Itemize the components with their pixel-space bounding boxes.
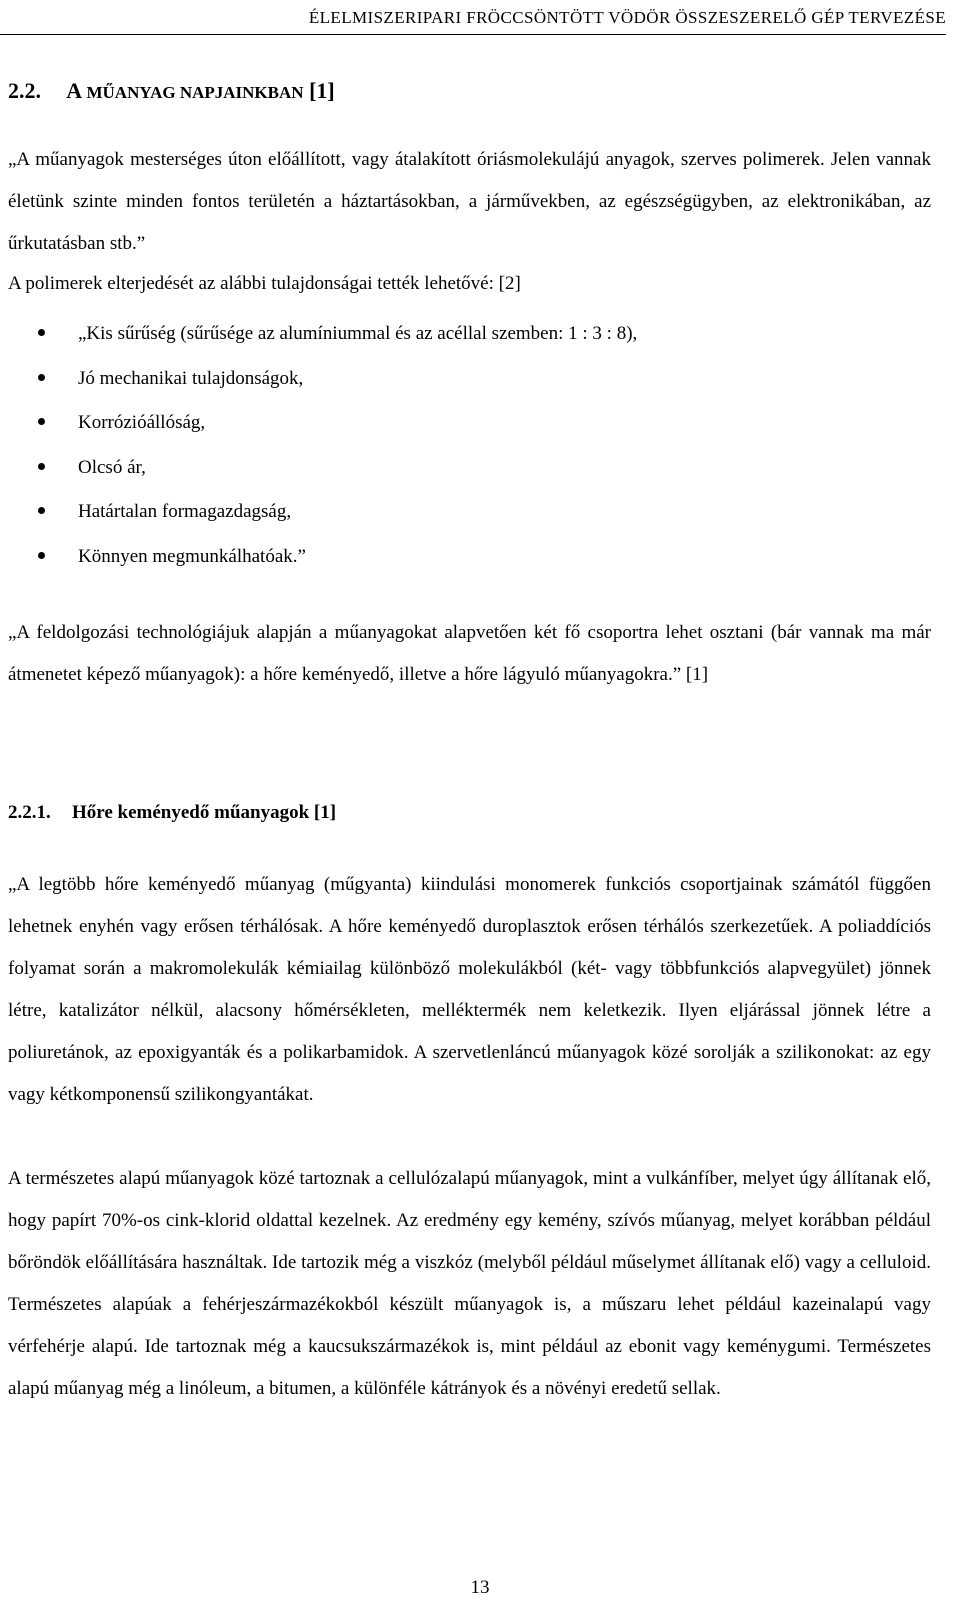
- subsection-heading: [8, 798, 336, 828]
- bullet-icon: [38, 329, 45, 336]
- section-citation: [1]: [309, 78, 335, 103]
- thermoset-paragraph: „A legtöbb hőre keményedő műanyag (műgyanta) kiindulási monomerek funkciós csoportjainak számától függően lehetnek enyhén vagy erősen térhálósak. A hőre keményedő duroplasztok erősen térhálós szerkezetűek. A poliaddíciós folyamat során a makromolekulák kémiailag különböző molekulákból (két- vagy többfunkciós alapvegyület) jönnek létre, katalizátor nélkül, alacsony hőmérsékleten, melléktermék nem keletkezik. Ilyen eljárással jönnek létre a poliuretánok, az epoxigyanták és a polikarbamidok. A szervetlenláncú műanyagok közé sorolják a szilikonokat: az egy vagy kétkomponensű szilikongyantákat.: [8, 874, 931, 1105]
- header-divider: [0, 34, 946, 35]
- section-title-initial: A: [66, 78, 81, 103]
- section-number: 2.2.: [8, 78, 41, 103]
- list-item: Olcsó ár,: [8, 446, 931, 491]
- list-item: „Kis sűrűség (sűrűsége az alumíniummal és az acéllal szemben: 1 : 3 : 8),: [8, 312, 931, 357]
- list-item: Jó mechanikai tulajdonságok,: [8, 357, 931, 402]
- processing-paragraph: „A feldolgozási technológiájuk alapján a műanyagokat alapvetően két fő csoportra lehet osztani (bár vannak ma már átmenetet képező műanyagok): a hőre keményedő, illetve a hőre lágyuló műanyagokra.” [1]: [8, 622, 931, 685]
- bullet-icon: [38, 418, 45, 425]
- running-header: ÉLELMISZERIPARI FRÖCCSÖNTÖTT VÖDÖR ÖSSZESZERELŐ GÉP TERVEZÉSE: [308, 8, 946, 27]
- natural-plastics-paragraph: A természetes alapú műanyagok közé tartoznak a cellulózalapú műanyagok, mint a vulkánfíber, melyet úgy állítanak elő, hogy papírt 70%-os cink-klorid oldattal kezelnek. Az eredmény egy kemény, szívós műanyag, melyet korábban például bőröndök előállítására használtak. Ide tartozik még a viszkóz (melyből például műselymet állítanak elő) vagy a celluloid. Természetes alapúak a fehérjeszármazékokból készült műanyagok is, a műszaru lehet például kazeinalapú vagy vérfehérje alapú. Ide tartoznak még a kaucsukszármazékok is, mint például az ebonit vagy keménygumi. Természetes alapú műanyag még a linóleum, a bitumen, a különféle kátrányok és a növényi eredetű sellak.: [8, 1168, 931, 1399]
- list-item: Határtalan formagazdagság,: [8, 490, 931, 535]
- section-title-rest: MŰANYAG NAPJAINKBAN: [86, 83, 304, 102]
- list-item: Korrózióállóság,: [8, 401, 931, 446]
- subsection-title: Hőre keményedő műanyagok [1]: [72, 802, 337, 823]
- section-heading: [8, 76, 335, 108]
- bullet-icon: [38, 374, 45, 381]
- subsection-number: 2.2.1.: [8, 802, 51, 823]
- list-item: Könnyen megmunkálhatóak.”: [8, 535, 931, 580]
- page-number: 13: [470, 1577, 490, 1598]
- intro-quote-paragraph: „A műanyagok mesterséges úton előállított, vagy átalakított óriásmolekulájú anyagok, szerves polimerek. Jelen vannak életünk szinte minden fontos területén a háztartásokban, a járművekben, az egészségügyben, az elektronikában, az űrkutatásban stb.”: [8, 149, 931, 254]
- properties-list: [8, 312, 931, 580]
- bullet-icon: [38, 552, 45, 559]
- bullet-icon: [38, 463, 45, 470]
- properties-intro-paragraph: A polimerek elterjedését az alábbi tulajdonságai tették lehetővé: [2]: [8, 273, 521, 294]
- bullet-icon: [38, 507, 45, 514]
